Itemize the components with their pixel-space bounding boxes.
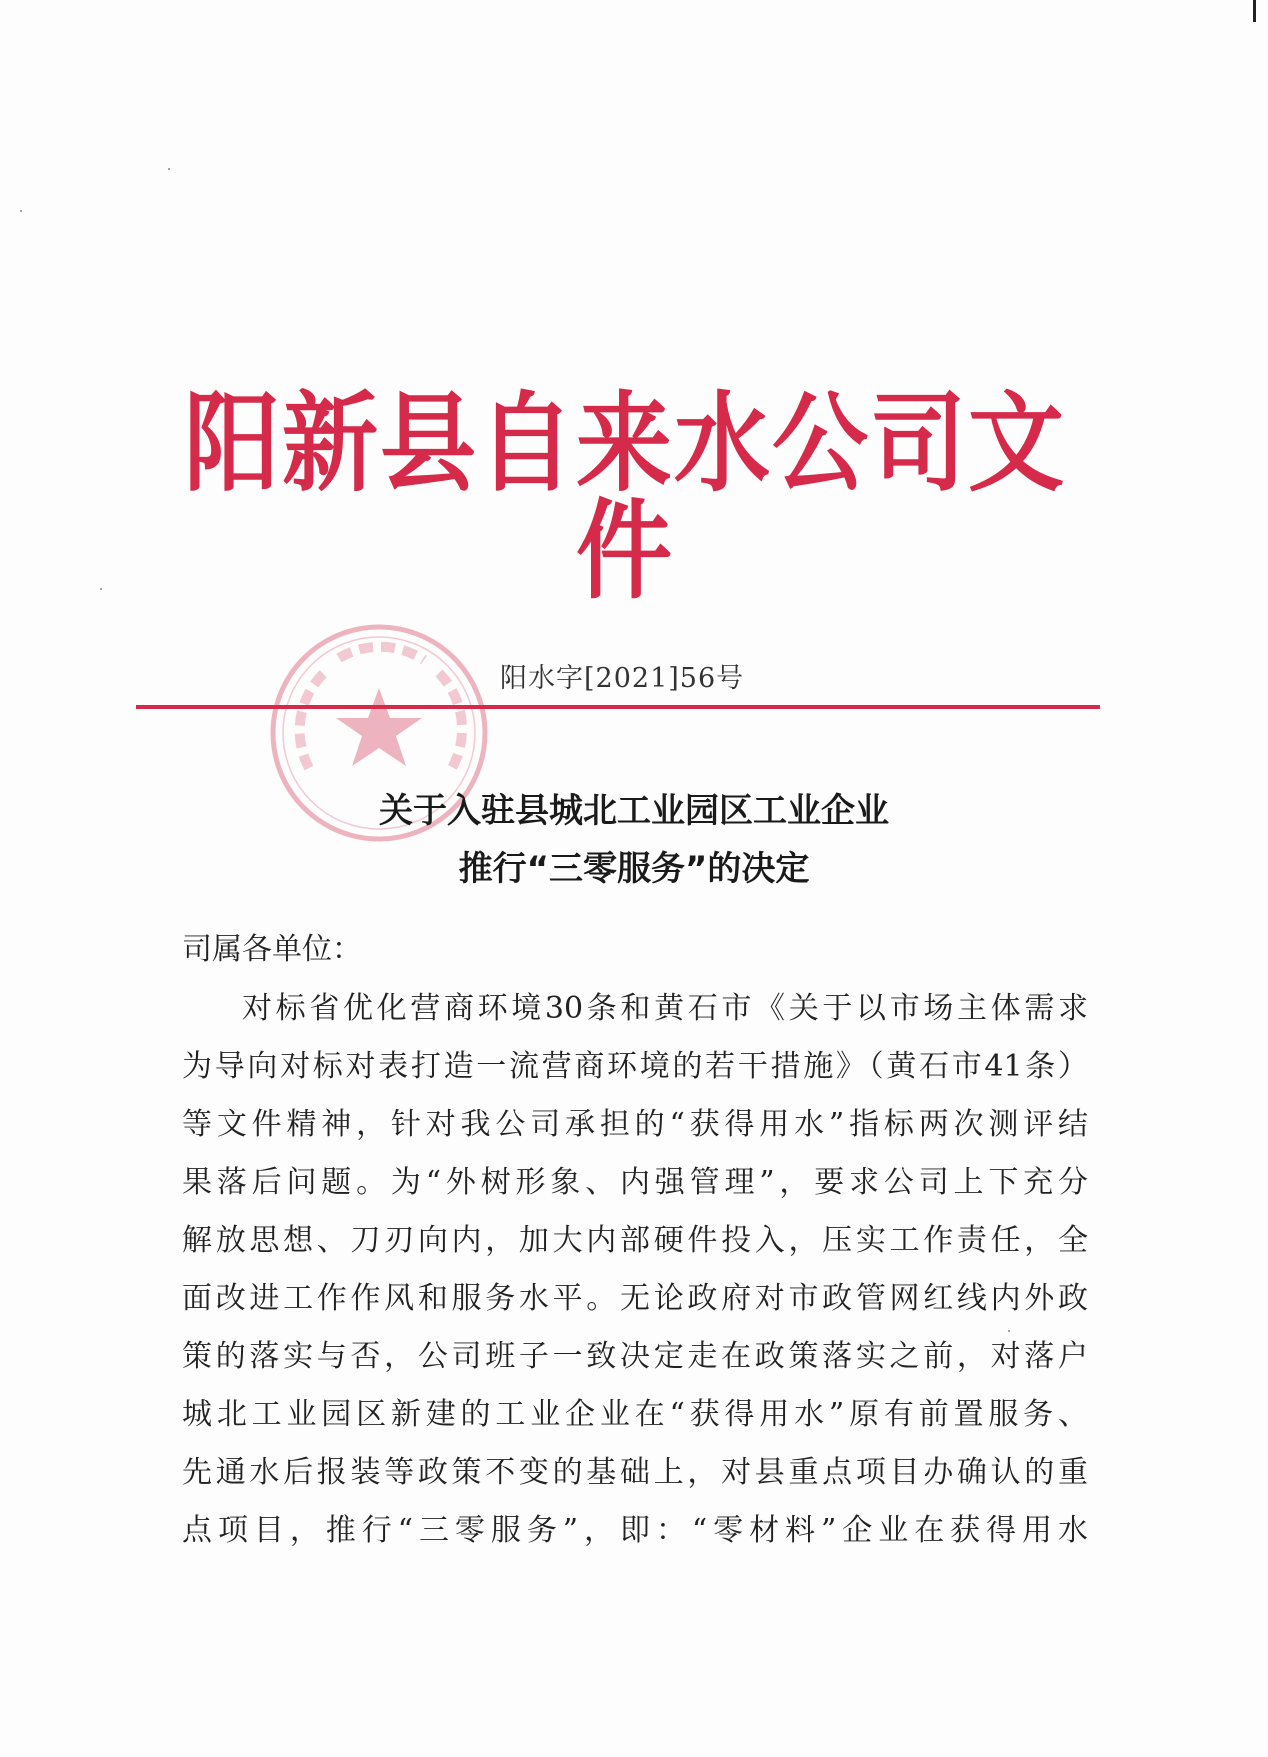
body-line: 点项目，推行“三零服务”，即：“零材料”企业在获得用水 [182, 1513, 1088, 1548]
body-line: 城北工业园区新建的工业企业在“获得用水”原有前置服务、 [182, 1397, 1088, 1432]
scan-speck [20, 210, 22, 212]
red-divider-line [136, 705, 1100, 709]
document-title [134, 782, 1134, 898]
body-line: 果落后问题。为“外树形象、内强管理”，要求公司上下充分 [182, 1165, 1088, 1200]
body-paragraph [182, 980, 1088, 1560]
scan-speck [100, 588, 102, 590]
scan-speck [168, 168, 170, 170]
seal-star-icon [336, 688, 422, 766]
document-number: 阳水字[2021]56号 [500, 663, 745, 694]
body-line: 面改进工作作风和服务水平。无论政府对市政管网红线内外政 [182, 1281, 1088, 1316]
body-line: 策的落实与否，公司班子一致决定走在政策落实之前，对落户 [182, 1339, 1088, 1374]
scan-edge-mark [1253, 0, 1256, 22]
body-line: 解放思想、刀刃向内，加大内部硬件投入，压实工作责任，全 [182, 1223, 1088, 1258]
salutation: 司属各单位： [182, 932, 362, 967]
body-line: 先通水后报装等政策不变的基础上，对县重点项目办确认的重 [182, 1455, 1088, 1490]
title-line-2: 推行“三零服务”的决定 [458, 849, 810, 889]
title-line-1: 关于入驻县城北工业园区工业企业 [379, 791, 889, 831]
body-line: 等文件精神，针对我公司承担的“获得用水”指标两次测评结 [182, 1107, 1088, 1142]
body-line: 对标省优化营商环境30条和黄石市《关于以市场主体需求 [242, 991, 1088, 1026]
body-line: 为导向对标对表打造一流营商环境的若干措施》（黄石市41条） [182, 1049, 1088, 1084]
document-masthead: 阳新县自来水公司文件 [184, 381, 1066, 614]
